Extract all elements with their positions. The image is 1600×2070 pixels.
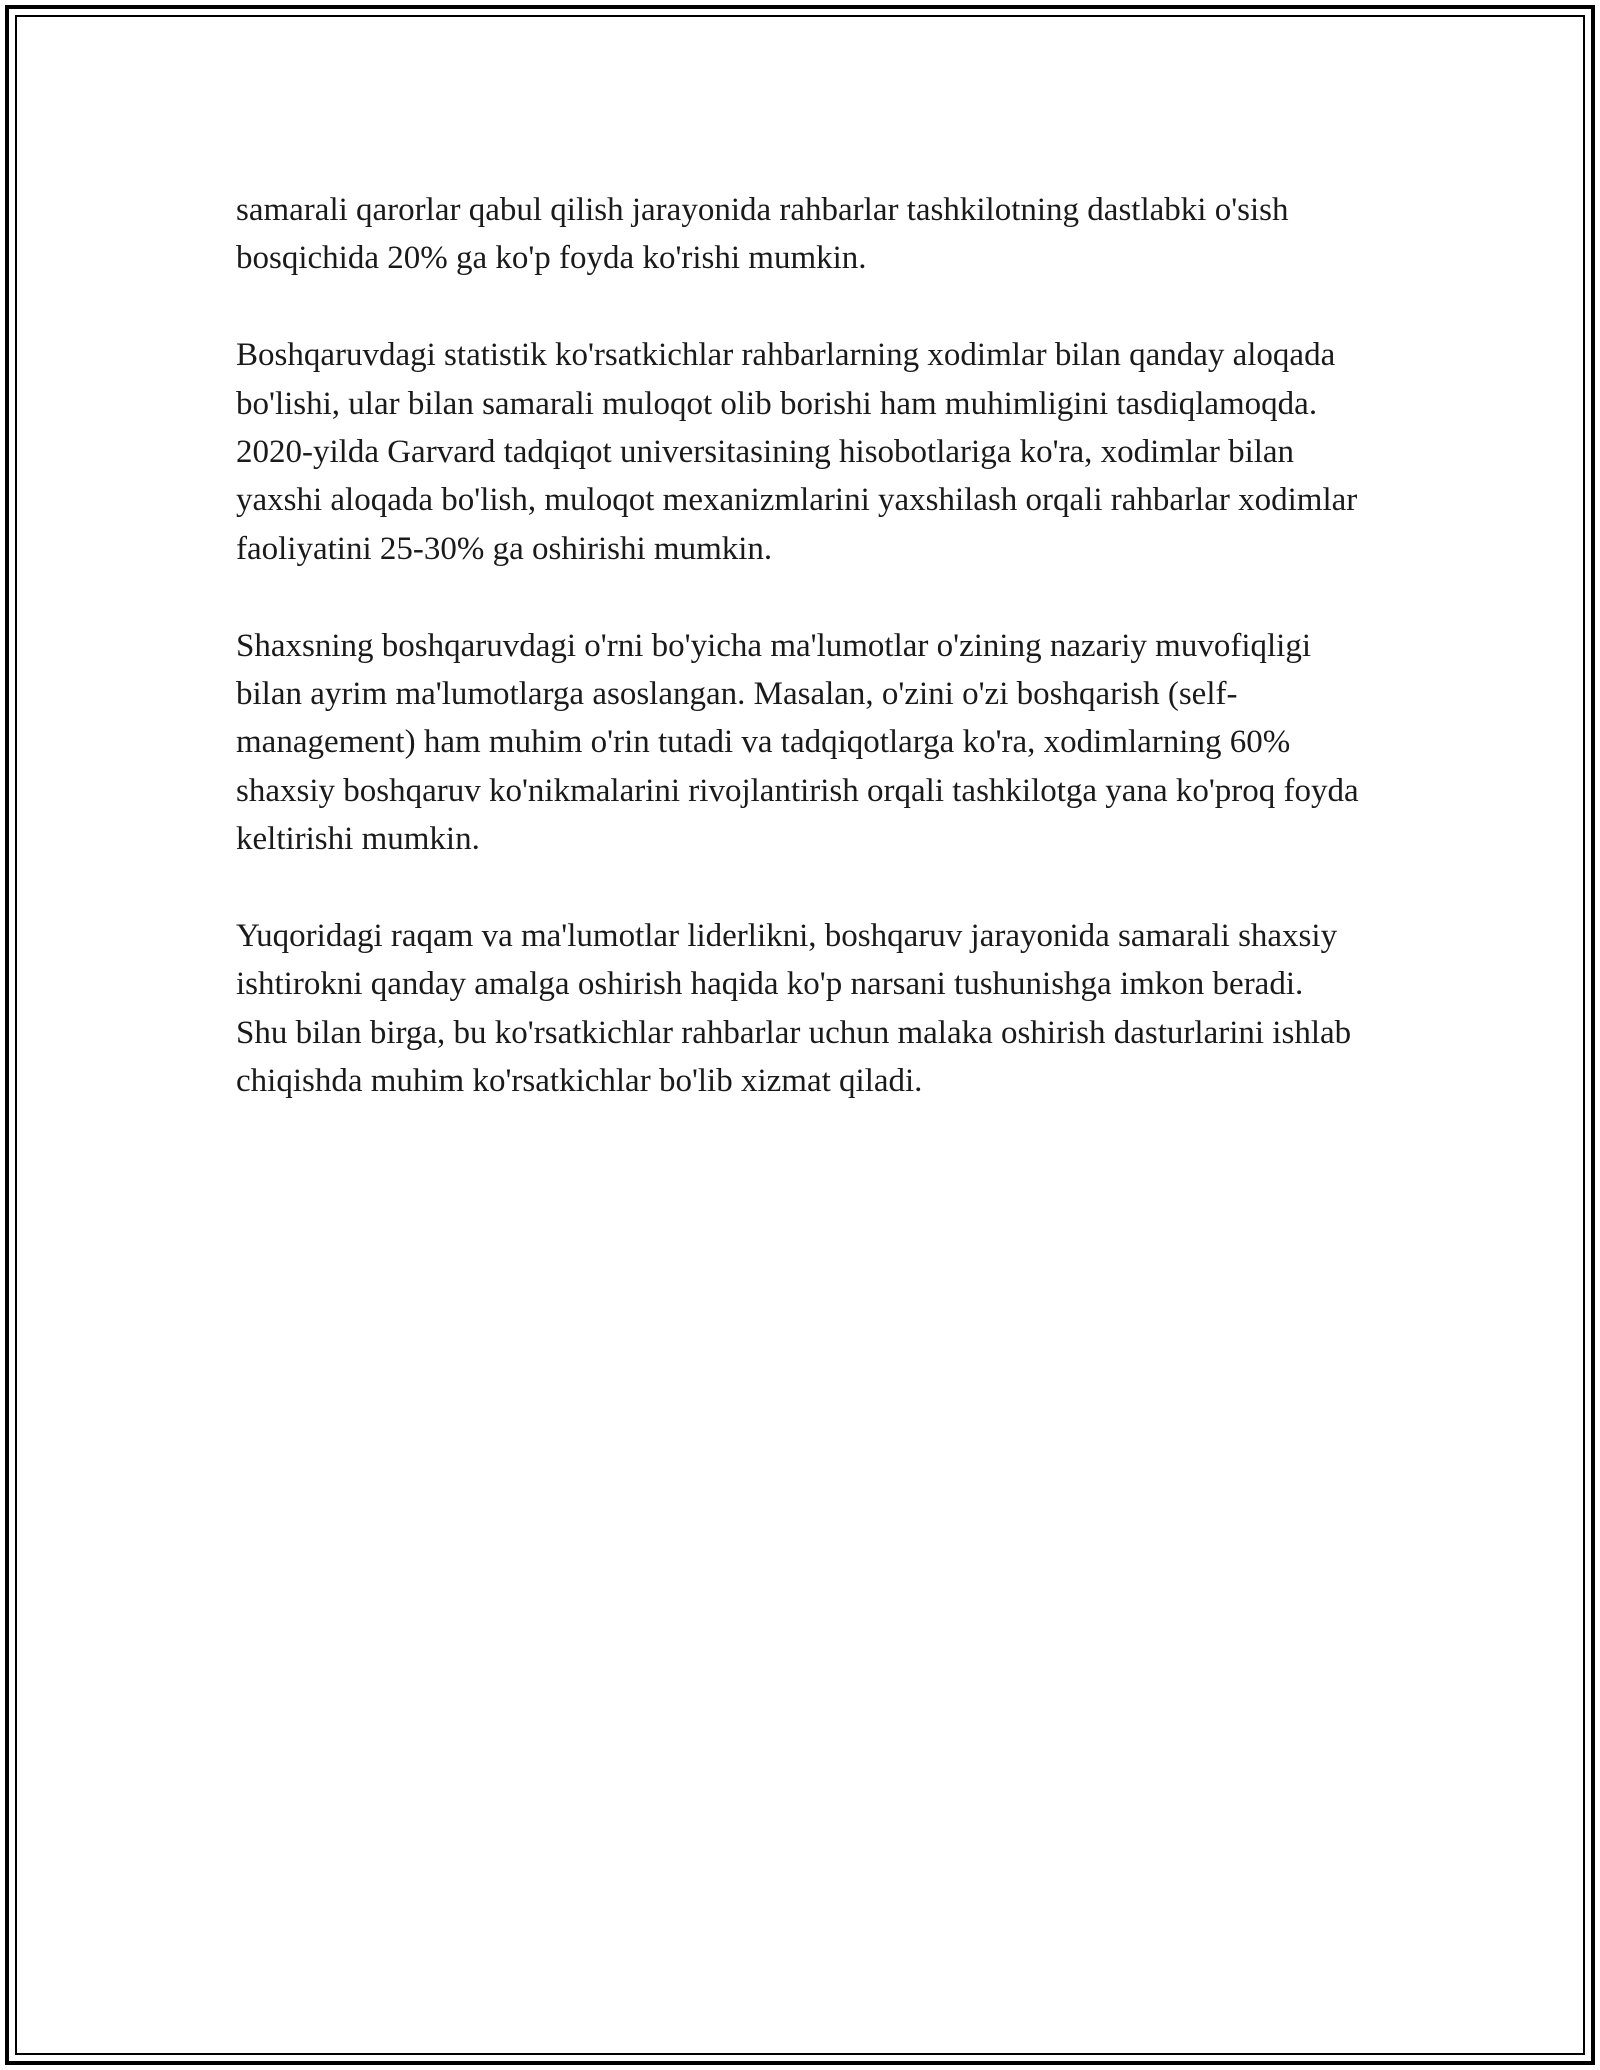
paragraph-4: Yuqoridagi raqam va ma'lumotlar liderlikni, boshqaruv jarayonida samarali shaxsiy ishtirokni qanday amalga oshirish haqida ko'p narsani tushunishga imkon beradi. Shu bilan birga, bu ko'rsatkichlar rahbarlar uchun malaka oshirish dasturlarini ishlab chiqishda muhim ko'rsatkichlar bo'lib xizmat qiladi.	[236, 918, 1352, 1100]
paragraph-1: samarali qarorlar qabul qilish jarayonida rahbarlar tashkilotning dastlabki o'sish bosqichida 20% ga ko'p foyda ko'rishi mumkin.	[236, 192, 1289, 277]
paragraph-2: Boshqaruvdagi statistik ko'rsatkichlar rahbarlarning xodimlar bilan qanday aloqada bo'lishi, ular bilan samarali muloqot olib borishi ham muhimligini tasdiqlamoqda. 2020-yilda Garvard tadqiqot universitasining hisobotlariga ko'ra, xodimlar bilan yaxshi aloqada bo'lish, muloqot mexanizmlarini yaxshilash orqali rahbarlar xodimlar faoliyatini 25-30% ga oshirishi mumkin.	[236, 337, 1358, 567]
paragraph-3: Shaxsning boshqaruvdagi o'rni bo'yicha ma'lumotlar o'zining nazariy muvofiqligi bilan ayrim ma'lumotlarga asoslangan. Masalan, o'zini o'zi boshqarish (self-management) ham muhim o'rin tutadi va tadqiqotlarga ko'ra, xodimlarning 60% shaxsiy boshqaruv ko'nikmalarini rivojlantirish orqali tashkilotga yana ko'proq foyda keltirishi mumkin.	[236, 627, 1359, 858]
document-body	[236, 186, 1360, 1154]
